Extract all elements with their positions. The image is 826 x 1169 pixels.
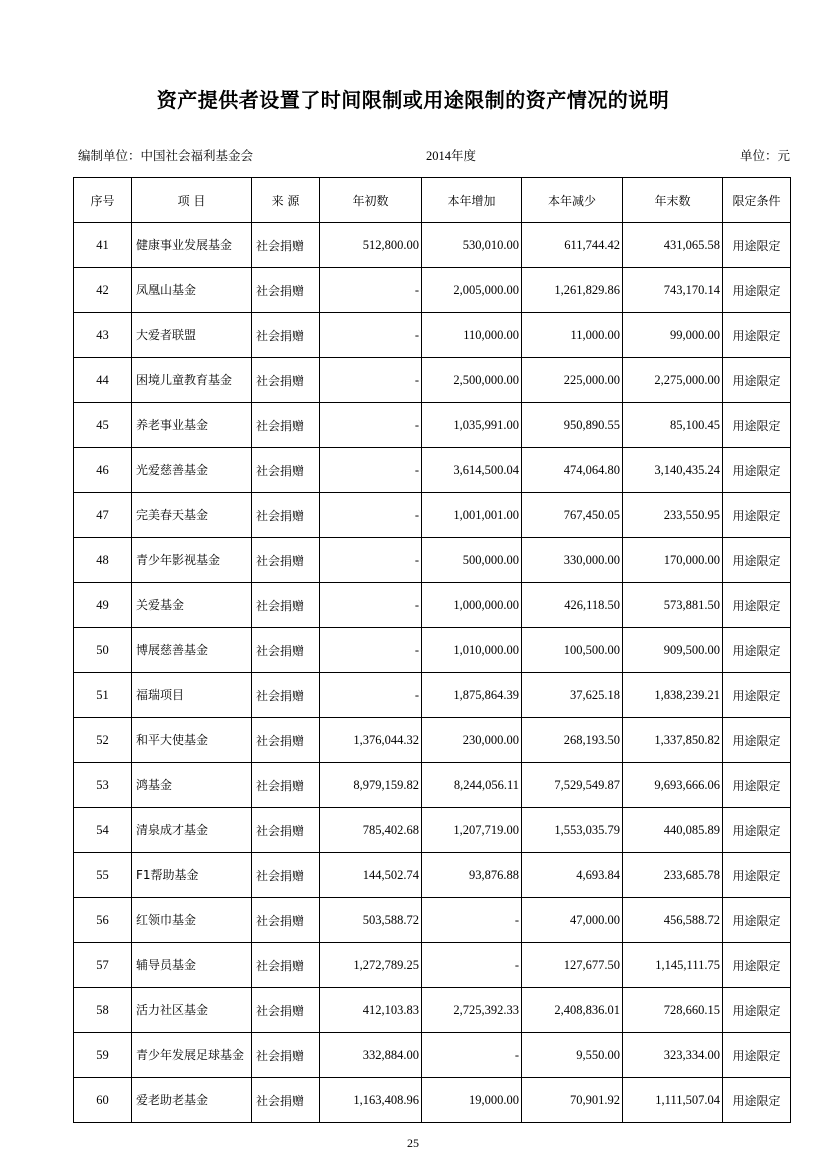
page-number: 25 xyxy=(407,1136,419,1150)
restriction-condition: 用途限定 xyxy=(723,1033,791,1078)
row-number: 56 xyxy=(74,898,132,943)
decrease-amount: 426,118.50 xyxy=(522,583,623,628)
header-no: 序号 xyxy=(74,178,132,223)
increase-amount: - xyxy=(422,943,522,988)
row-number: 58 xyxy=(74,988,132,1033)
source: 社会捐赠 xyxy=(252,718,320,763)
begin-amount: - xyxy=(320,268,422,313)
restricted-assets-table xyxy=(73,177,791,1123)
decrease-amount: 1,261,829.86 xyxy=(522,268,623,313)
begin-amount: 785,402.68 xyxy=(320,808,422,853)
project-name: 博展慈善基金 xyxy=(132,628,252,673)
increase-amount: - xyxy=(422,1033,522,1078)
row-number: 41 xyxy=(74,223,132,268)
end-amount: 323,334.00 xyxy=(623,1033,723,1078)
source: 社会捐赠 xyxy=(252,313,320,358)
project-name: 和平大使基金 xyxy=(132,718,252,763)
table-row xyxy=(74,313,791,358)
restriction-condition: 用途限定 xyxy=(723,403,791,448)
source: 社会捐赠 xyxy=(252,673,320,718)
row-number: 49 xyxy=(74,583,132,628)
begin-amount: - xyxy=(320,583,422,628)
restriction-condition: 用途限定 xyxy=(723,763,791,808)
row-number: 53 xyxy=(74,763,132,808)
end-amount: 573,881.50 xyxy=(623,583,723,628)
project-name: 辅导员基金 xyxy=(132,943,252,988)
decrease-amount: 4,693.84 xyxy=(522,853,623,898)
project-name: 凤凰山基金 xyxy=(132,268,252,313)
source: 社会捐赠 xyxy=(252,1078,320,1123)
restriction-condition: 用途限定 xyxy=(723,673,791,718)
currency-unit: 单位：元 xyxy=(739,148,790,163)
increase-amount: 230,000.00 xyxy=(422,718,522,763)
table-row xyxy=(74,808,791,853)
end-amount: 170,000.00 xyxy=(623,538,723,583)
begin-amount: 1,376,044.32 xyxy=(320,718,422,763)
table-row xyxy=(74,223,791,268)
decrease-amount: 7,529,549.87 xyxy=(522,763,623,808)
increase-amount: 1,000,000.00 xyxy=(422,583,522,628)
begin-amount: - xyxy=(320,628,422,673)
source: 社会捐赠 xyxy=(252,853,320,898)
project-name: 健康事业发展基金 xyxy=(132,223,252,268)
source: 社会捐赠 xyxy=(252,538,320,583)
decrease-amount: 37,625.18 xyxy=(522,673,623,718)
end-amount: 431,065.58 xyxy=(623,223,723,268)
source: 社会捐赠 xyxy=(252,268,320,313)
project-name: 福瑞项目 xyxy=(132,673,252,718)
table-row xyxy=(74,763,791,808)
row-number: 45 xyxy=(74,403,132,448)
restriction-condition: 用途限定 xyxy=(723,853,791,898)
increase-amount: 3,614,500.04 xyxy=(422,448,522,493)
table-row xyxy=(74,673,791,718)
begin-amount: - xyxy=(320,673,422,718)
source: 社会捐赠 xyxy=(252,628,320,673)
increase-amount: 19,000.00 xyxy=(422,1078,522,1123)
table-row xyxy=(74,538,791,583)
decrease-amount: 47,000.00 xyxy=(522,898,623,943)
end-amount: 456,588.72 xyxy=(623,898,723,943)
header-decrease: 本年减少 xyxy=(522,178,623,223)
header-end: 年末数 xyxy=(623,178,723,223)
source: 社会捐赠 xyxy=(252,808,320,853)
table-row xyxy=(74,358,791,403)
row-number: 54 xyxy=(74,808,132,853)
end-amount: 85,100.45 xyxy=(623,403,723,448)
restriction-condition: 用途限定 xyxy=(723,988,791,1033)
table-row xyxy=(74,718,791,763)
project-name: 爱老助老基金 xyxy=(132,1078,252,1123)
project-name: 大爱者联盟 xyxy=(132,313,252,358)
increase-amount: 93,876.88 xyxy=(422,853,522,898)
end-amount: 1,145,111.75 xyxy=(623,943,723,988)
source: 社会捐赠 xyxy=(252,1033,320,1078)
restriction-condition: 用途限定 xyxy=(723,313,791,358)
restriction-condition: 用途限定 xyxy=(723,898,791,943)
header-condition: 限定条件 xyxy=(723,178,791,223)
increase-amount: 1,010,000.00 xyxy=(422,628,522,673)
increase-amount: 500,000.00 xyxy=(422,538,522,583)
header-increase: 本年增加 xyxy=(422,178,522,223)
end-amount: 440,085.89 xyxy=(623,808,723,853)
begin-amount: 332,884.00 xyxy=(320,1033,422,1078)
begin-amount: 1,163,408.96 xyxy=(320,1078,422,1123)
end-amount: 233,685.78 xyxy=(623,853,723,898)
source: 社会捐赠 xyxy=(252,898,320,943)
row-number: 59 xyxy=(74,1033,132,1078)
row-number: 42 xyxy=(74,268,132,313)
begin-amount: 144,502.74 xyxy=(320,853,422,898)
project-name: 完美春天基金 xyxy=(132,493,252,538)
begin-amount: 8,979,159.82 xyxy=(320,763,422,808)
begin-amount: - xyxy=(320,538,422,583)
project-name: 鸿基金 xyxy=(132,763,252,808)
table-header-row xyxy=(74,178,791,223)
project-name: 困境儿童教育基金 xyxy=(132,358,252,403)
table-row xyxy=(74,448,791,493)
row-number: 51 xyxy=(74,673,132,718)
decrease-amount: 127,677.50 xyxy=(522,943,623,988)
fiscal-year: 2014年度 xyxy=(426,149,477,163)
begin-amount: 1,272,789.25 xyxy=(320,943,422,988)
end-amount: 1,838,239.21 xyxy=(623,673,723,718)
increase-amount: 8,244,056.11 xyxy=(422,763,522,808)
end-amount: 728,660.15 xyxy=(623,988,723,1033)
begin-amount: 412,103.83 xyxy=(320,988,422,1033)
restriction-condition: 用途限定 xyxy=(723,808,791,853)
decrease-amount: 950,890.55 xyxy=(522,403,623,448)
source: 社会捐赠 xyxy=(252,943,320,988)
decrease-amount: 11,000.00 xyxy=(522,313,623,358)
project-name: F1帮助基金 xyxy=(132,853,252,898)
increase-amount: 1,035,991.00 xyxy=(422,403,522,448)
source: 社会捐赠 xyxy=(252,583,320,628)
project-name: 清泉成才基金 xyxy=(132,808,252,853)
page-title: 资产提供者设置了时间限制或用途限制的资产情况的说明 xyxy=(156,88,670,112)
restriction-condition: 用途限定 xyxy=(723,628,791,673)
decrease-amount: 268,193.50 xyxy=(522,718,623,763)
increase-amount: 2,725,392.33 xyxy=(422,988,522,1033)
decrease-amount: 474,064.80 xyxy=(522,448,623,493)
decrease-amount: 70,901.92 xyxy=(522,1078,623,1123)
source: 社会捐赠 xyxy=(252,763,320,808)
restriction-condition: 用途限定 xyxy=(723,718,791,763)
restriction-condition: 用途限定 xyxy=(723,448,791,493)
increase-amount: 110,000.00 xyxy=(422,313,522,358)
decrease-amount: 2,408,836.01 xyxy=(522,988,623,1033)
header-source: 来 源 xyxy=(252,178,320,223)
begin-amount: - xyxy=(320,448,422,493)
project-name: 光爱慈善基金 xyxy=(132,448,252,493)
increase-amount: - xyxy=(422,898,522,943)
end-amount: 1,337,850.82 xyxy=(623,718,723,763)
end-amount: 1,111,507.04 xyxy=(623,1078,723,1123)
project-name: 青少年影视基金 xyxy=(132,538,252,583)
source: 社会捐赠 xyxy=(252,988,320,1033)
restriction-condition: 用途限定 xyxy=(723,223,791,268)
table-row xyxy=(74,1078,791,1123)
end-amount: 99,000.00 xyxy=(623,313,723,358)
end-amount: 9,693,666.06 xyxy=(623,763,723,808)
source: 社会捐赠 xyxy=(252,358,320,403)
begin-amount: - xyxy=(320,493,422,538)
restriction-condition: 用途限定 xyxy=(723,583,791,628)
begin-amount: 512,800.00 xyxy=(320,223,422,268)
increase-amount: 2,005,000.00 xyxy=(422,268,522,313)
increase-amount: 2,500,000.00 xyxy=(422,358,522,403)
end-amount: 3,140,435.24 xyxy=(623,448,723,493)
header-begin: 年初数 xyxy=(320,178,422,223)
table-row xyxy=(74,493,791,538)
increase-amount: 1,207,719.00 xyxy=(422,808,522,853)
source: 社会捐赠 xyxy=(252,448,320,493)
end-amount: 909,500.00 xyxy=(623,628,723,673)
reporting-unit: 编制单位：中国社会福利基金会 xyxy=(78,148,254,163)
begin-amount: - xyxy=(320,403,422,448)
source: 社会捐赠 xyxy=(252,493,320,538)
table-row xyxy=(74,583,791,628)
row-number: 44 xyxy=(74,358,132,403)
decrease-amount: 1,553,035.79 xyxy=(522,808,623,853)
row-number: 57 xyxy=(74,943,132,988)
project-name: 青少年发展足球基金 xyxy=(132,1033,252,1078)
end-amount: 2,275,000.00 xyxy=(623,358,723,403)
row-number: 55 xyxy=(74,853,132,898)
decrease-amount: 9,550.00 xyxy=(522,1033,623,1078)
increase-amount: 530,010.00 xyxy=(422,223,522,268)
begin-amount: - xyxy=(320,313,422,358)
restriction-condition: 用途限定 xyxy=(723,1078,791,1123)
project-name: 关爱基金 xyxy=(132,583,252,628)
table-row xyxy=(74,853,791,898)
row-number: 50 xyxy=(74,628,132,673)
table-row xyxy=(74,943,791,988)
project-name: 活力社区基金 xyxy=(132,988,252,1033)
restriction-condition: 用途限定 xyxy=(723,943,791,988)
header-project: 项 目 xyxy=(132,178,252,223)
decrease-amount: 330,000.00 xyxy=(522,538,623,583)
begin-amount: - xyxy=(320,358,422,403)
row-number: 52 xyxy=(74,718,132,763)
decrease-amount: 225,000.00 xyxy=(522,358,623,403)
table-row xyxy=(74,1033,791,1078)
end-amount: 743,170.14 xyxy=(623,268,723,313)
row-number: 43 xyxy=(74,313,132,358)
table-row xyxy=(74,898,791,943)
increase-amount: 1,001,001.00 xyxy=(422,493,522,538)
restriction-condition: 用途限定 xyxy=(723,268,791,313)
project-name: 红领巾基金 xyxy=(132,898,252,943)
table-row xyxy=(74,628,791,673)
row-number: 48 xyxy=(74,538,132,583)
source: 社会捐赠 xyxy=(252,223,320,268)
increase-amount: 1,875,864.39 xyxy=(422,673,522,718)
restriction-condition: 用途限定 xyxy=(723,493,791,538)
decrease-amount: 767,450.05 xyxy=(522,493,623,538)
table-row xyxy=(74,268,791,313)
restriction-condition: 用途限定 xyxy=(723,358,791,403)
row-number: 47 xyxy=(74,493,132,538)
row-number: 46 xyxy=(74,448,132,493)
source: 社会捐赠 xyxy=(252,403,320,448)
restriction-condition: 用途限定 xyxy=(723,538,791,583)
project-name: 养老事业基金 xyxy=(132,403,252,448)
table-row xyxy=(74,988,791,1033)
decrease-amount: 611,744.42 xyxy=(522,223,623,268)
begin-amount: 503,588.72 xyxy=(320,898,422,943)
end-amount: 233,550.95 xyxy=(623,493,723,538)
table-row xyxy=(74,403,791,448)
decrease-amount: 100,500.00 xyxy=(522,628,623,673)
row-number: 60 xyxy=(74,1078,132,1123)
